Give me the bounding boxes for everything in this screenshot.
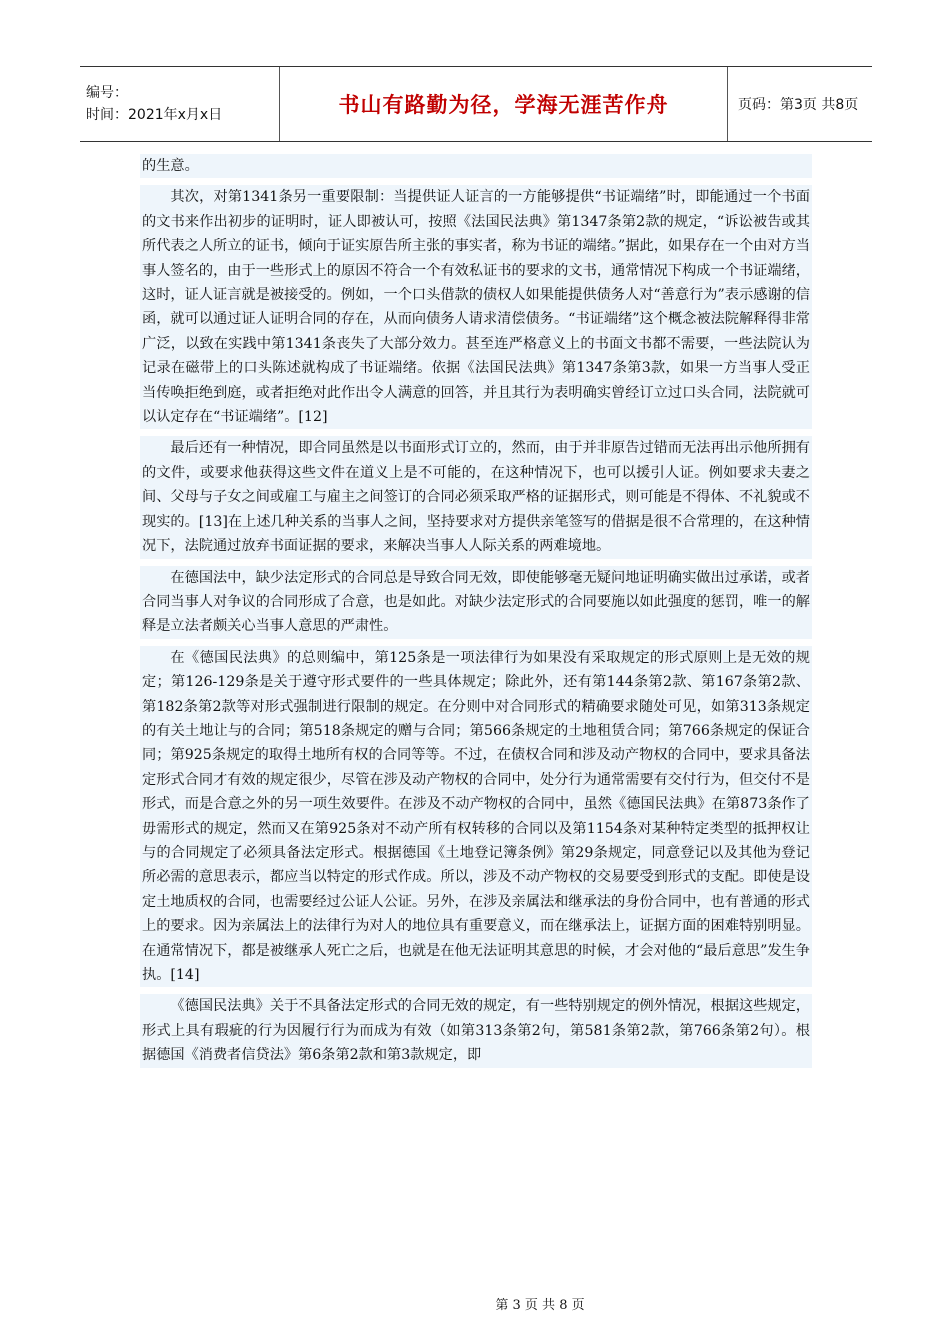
page-header — [80, 66, 872, 142]
paragraph: 在《德国民法典》的总则编中，第125条是一项法律行为如果没有采取规定的形式原则上是无效的规定；第126-129条是关于遵守形式要件的一些具体规定；除此外，还有第144条第2款、第167条第2款、第182条第2款等对形式强制进行限制的规定。在分则中对合同形式的精确要求随处可见，如第313条规定的有关土地让与的合同；第518条规定的赠与合同；第566条规定的土地租赁合同；第766条规定的保证合同；第925条规定的取得土地所有权的合同等等。不过，在债权合同和涉及动产物权的合同中，要求具备法定形式合同才有效的规定很少，尽管在涉及动产物权的合同中，处分行为通常需要有交付行为，但交付不是形式，而是合意之外的另一项生效要件。在涉及不动产物权的合同中，虽然《德国民法典》在第873条作了毋需形式的规定，然而又在第925条对不动产所有权转移的合同以及第1154条对某种特定类型的抵押权让与的合同规定了必须具备法定形式。根据德国《土地登记簿条例》第29条规定，同意登记以及其他为登记所必需的意思表示，都应当以特定的形式作成。所以，涉及不动产物权的交易要受到形式的支配。即使是设定土地质权的合同，也需要经过公证人公证。另外，在涉及亲属法和继承法的身份合同中，也有普通的形式上的要求。因为亲属法上的法律行为对人的地位具有重要意义，而在继承法上，证据方面的困难特别明显。在通常情况下，都是被继承人死亡之后，也就是在他无法证明其意思的时候，才会对他的“最后意思”发生争执。[14] — [140, 646, 812, 988]
document-time-label: 时间：2021年x月x日 — [86, 107, 223, 123]
header-page-number: 页码：第3页 共8页 — [738, 97, 859, 113]
paragraph: 最后还有一种情况，即合同虽然是以书面形式订立的，然而，由于并非原告过错而无法再出示他所拥有的文件，或要求他获得这些文件在道义上是不可能的，在这种情况下，也可以援引人证。例如要求夫妻之间、父母与子女之间或雇工与雇主之间签订的合同必须采取严格的证据形式，则可能是不得体、不礼貌或不现实的。[13]在上述几种关系的当事人之间，坚持要求对方提供亲笔签写的借据是很不合常理的，在这种情况下，法院通过放弃书面证据的要求，来解决当事人人际关系的两难境地。 — [140, 436, 812, 558]
paragraph: 《德国民法典》关于不具备法定形式的合同无效的规定，有一些特别规定的例外情况，根据这些规定，形式上具有瑕疵的行为因履行行为而成为有效（如第313条第2句，第581条第2款，第766条第2句）。根据德国《消费者信贷法》第6条第2款和第3款规定，即 — [140, 994, 812, 1067]
document-number-label: 编号： — [86, 85, 128, 101]
paragraph: 其次，对第1341条另一重要限制：当提供证人证言的一方能够提供“书证端绪”时，即能通过一个书面的文书来作出初步的证明时，证人即被认可，按照《法国民法典》第1347条第2款的规定，“诉讼被告或其所代表之人所立的证书，倾向于证实原告所主张的事实者，称为书证的端绪。”据此，如果存在一个由对方当事人签名的，由于一些形式上的原因不符合一个有效私证书的要求的文书，通常情况下构成一个书证端绪，这时，证人证言就是被接受的。例如，一个口头借款的债权人如果能提供债务人对“善意行为”表示感谢的信函，就可以通过证人证明合同的存在，从而向债务人请求清偿债务。“书证端绪”这个概念被法院解释得非常广泛，以致在实践中第1341条丧失了大部分效力。甚至连严格意义上的书面文书都不需要，一些法院认为记录在磁带上的口头陈述就构成了书证端绪。依据《法国民法典》第1347条第3款，如果一方当事人受正当传唤拒绝到庭，或者拒绝对此作出令人满意的回答，并且其行为表明确实曾经订立过口头合同，法院就可以认定存在“书证端绪”。[12] — [140, 185, 812, 429]
header-motto: 书山有路勤为径，学海无涯苦作舟 — [280, 67, 728, 141]
page-footer: 第 3 页 共 8 页 — [495, 1298, 585, 1313]
paragraph: 的生意。 — [140, 154, 812, 178]
header-meta — [80, 67, 280, 141]
paragraph: 在德国法中，缺少法定形式的合同总是导致合同无效，即使能够毫无疑问地证明确实做出过承诺，或者合同当事人对争议的合同形成了合意，也是如此。对缺少法定形式的合同要施以如此强度的惩罚，唯一的解释是立法者颇关心当事人意思的严肃性。 — [140, 566, 812, 639]
document-body — [140, 154, 812, 1075]
